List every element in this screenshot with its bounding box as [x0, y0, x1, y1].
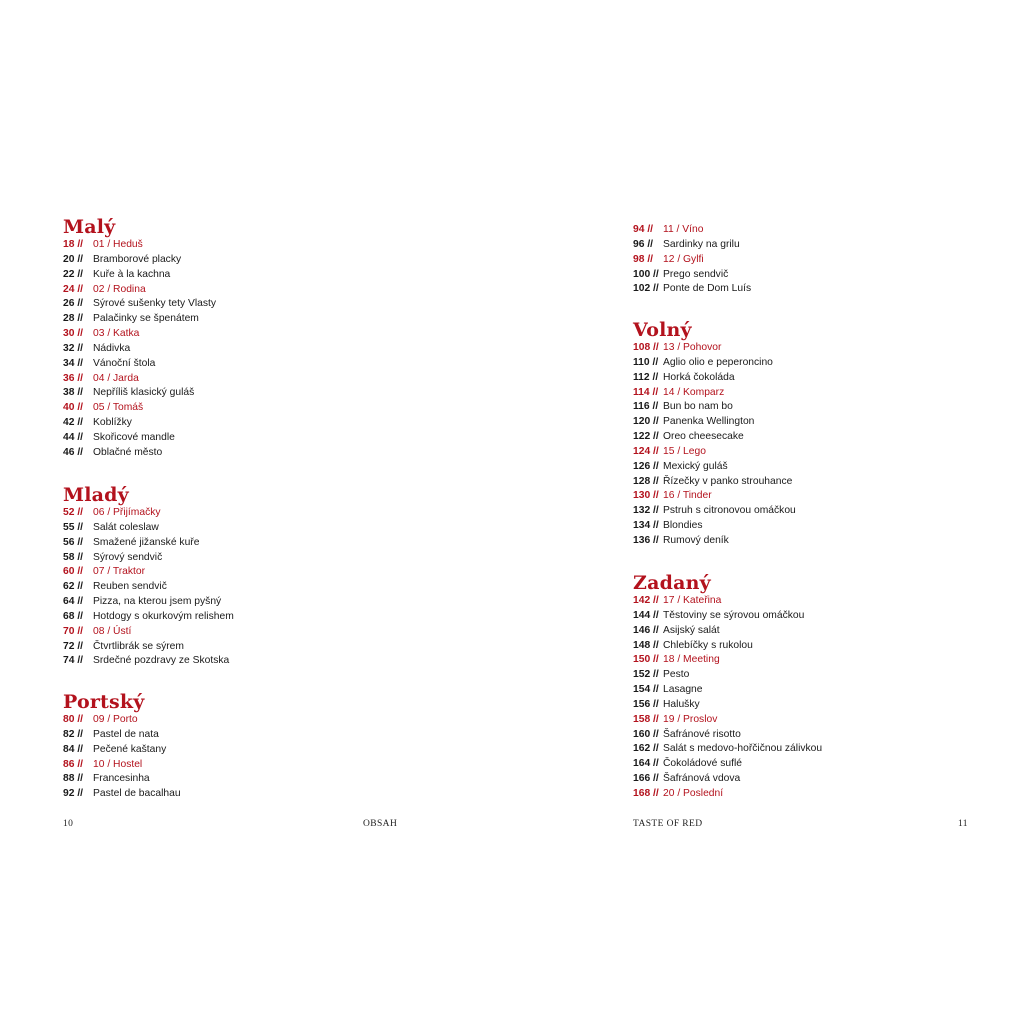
toc-entry-title: Reuben sendvič: [93, 581, 167, 593]
toc-recipe-entry: [633, 683, 711, 698]
toc-recipe-entry: [633, 356, 773, 371]
toc-entry-title: Čokoládové suflé: [663, 758, 742, 770]
toc-chapter-entry: [63, 713, 145, 728]
toc-recipe-entry: [633, 400, 733, 415]
toc-entry-title: Sýrový sendvič: [93, 551, 163, 563]
toc-entry-title: 09 / Porto: [93, 714, 138, 725]
toc-page-number: 128 //: [633, 475, 659, 487]
toc-page-number: 60 //: [63, 566, 84, 578]
toc-entry-title: Pstruh s citronovou omáčkou: [663, 505, 796, 517]
toc-entry-title: 06 / Přijímačky: [93, 507, 161, 518]
section-title: Zadaný: [633, 572, 711, 594]
toc-recipe-entry: [63, 728, 159, 743]
section-title: Volný: [633, 319, 692, 341]
toc-recipe-entry: [633, 639, 753, 654]
toc-entry-title: Skořicové mandle: [93, 431, 175, 443]
toc-page-number: 112 //: [633, 371, 659, 383]
toc-entry-title: 01 / Heduš: [93, 239, 143, 250]
toc-entry-title: Nádivka: [93, 342, 131, 354]
toc-recipe-entry: [63, 357, 156, 372]
section-mlady: [63, 484, 234, 669]
toc-entry-title: 20 / Poslední: [663, 787, 724, 799]
section-title: Malý: [63, 216, 116, 238]
toc-page-number: 52 //: [63, 507, 84, 518]
toc-page-number: 24 //: [63, 283, 84, 295]
toc-page-number: 20 //: [63, 253, 84, 265]
toc-entry-title: 04 / Jarda: [93, 372, 139, 384]
toc-page-number: 136 //: [633, 534, 659, 546]
toc-recipe-entry: [63, 312, 199, 327]
section-title: Mladý: [63, 484, 129, 506]
toc-entry-title: Pastel de bacalhau: [93, 788, 181, 800]
toc-entry-title: 18 / Meeting: [663, 654, 720, 666]
toc-list: [633, 594, 823, 802]
toc-page-number: 168 //: [633, 787, 659, 799]
toc-page-number: 126 //: [633, 460, 659, 472]
toc-entry-title: Šafránové risotto: [663, 728, 741, 740]
toc-entry-title: Panenka Wellington: [663, 416, 755, 428]
toc-page-number: 68 //: [63, 610, 84, 622]
section-maly: [63, 216, 217, 461]
toc-page-number: 132 //: [633, 505, 659, 517]
toc-recipe-entry: [63, 743, 167, 758]
toc-page-number: 36 //: [63, 372, 84, 384]
toc-page-number: 134 //: [633, 520, 659, 532]
toc-entry-title: 10 / Hostel: [93, 758, 143, 770]
running-head-left: OBSAH: [363, 819, 398, 829]
toc-recipe-entry: [63, 772, 150, 787]
toc-page-number: 28 //: [63, 313, 84, 325]
toc-entry-title: Oblačné město: [93, 446, 163, 458]
toc-recipe-entry: [633, 668, 711, 683]
toc-entry-title: Mexický guláš: [663, 460, 728, 472]
toc-recipe-entry: [63, 595, 222, 610]
toc-chapter-entry: [63, 506, 161, 521]
toc-recipe-entry: [633, 757, 742, 772]
toc-entry-title: Prego sendvič: [663, 268, 729, 280]
toc-chapter-entry: [633, 713, 718, 728]
toc-entry-title: 16 / Tinder: [663, 490, 712, 502]
toc-page-number: 40 //: [63, 402, 84, 414]
toc-page-number: 148 //: [633, 639, 659, 651]
toc-recipe-entry: [63, 386, 195, 401]
toc-recipe-entry: [63, 536, 200, 551]
toc-page-number: 108 //: [633, 342, 659, 353]
toc-entry-title: Salát coleslaw: [93, 521, 159, 533]
toc-chapter-entry: [633, 653, 720, 668]
toc-entry-title: Asijský salát: [663, 624, 720, 636]
toc-entry-title: Pastel de nata: [93, 728, 159, 740]
toc-page-number: 152 //: [633, 669, 659, 681]
toc-recipe-entry: [633, 534, 729, 549]
toc-page-number: 162 //: [633, 743, 659, 755]
toc-page-number: 158 //: [633, 713, 659, 725]
toc-page-number: 98 //: [633, 253, 654, 265]
toc-list: [633, 341, 796, 549]
toc-recipe-entry: [63, 654, 230, 669]
toc-page-number: 62 //: [63, 581, 84, 593]
toc-recipe-entry: [63, 640, 184, 655]
folio-left: 10: [63, 819, 74, 829]
toc-chapter-entry: [633, 341, 722, 356]
toc-entry-title: Pesto: [663, 669, 690, 681]
toc-recipe-entry: [633, 698, 711, 713]
toc-entry-title: Horká čokoláda: [663, 371, 735, 383]
toc-chapter-entry: [63, 401, 144, 416]
toc-chapter-entry: [63, 327, 140, 342]
right-page: [512, 0, 1024, 1024]
toc-page-number: 96 //: [633, 238, 654, 250]
toc-page-number: 70 //: [63, 625, 84, 637]
toc-recipe-entry: [633, 371, 735, 386]
toc-entry-title: Bun bo nam bo: [663, 401, 733, 413]
toc-chapter-entry: [63, 372, 139, 387]
toc-chapter-entry: [633, 386, 725, 401]
toc-chapter-entry: [633, 787, 724, 802]
toc-recipe-entry: [63, 416, 132, 431]
toc-page-number: 110 //: [633, 356, 659, 368]
toc-entry-title: 15 / Lego: [663, 445, 706, 457]
toc-entry-title: 13 / Pohovor: [663, 342, 722, 353]
section-portsky: [63, 691, 181, 802]
toc-entry-title: Nepříliš klasický guláš: [93, 387, 195, 399]
toc-recipe-entry: [63, 610, 234, 625]
toc-page-number: 44 //: [63, 431, 84, 443]
toc-recipe-entry: [633, 742, 823, 757]
toc-entry-title: 02 / Rodina: [93, 283, 146, 295]
toc-page-number: 166 //: [633, 773, 659, 785]
toc-list: [63, 713, 181, 802]
toc-recipe-entry: [633, 504, 796, 519]
toc-page-number: 164 //: [633, 758, 659, 770]
toc-chapter-entry: [63, 758, 145, 773]
toc-page-number: 116 //: [633, 401, 659, 413]
toc-page-number: 156 //: [633, 698, 659, 710]
toc-chapter-entry: [63, 283, 146, 298]
toc-entry-title: 08 / Ústí: [93, 625, 132, 637]
toc-entry-title: Blondies: [663, 520, 703, 532]
toc-entry-title: Pizza, na kterou jsem pyšný: [93, 596, 222, 608]
toc-entry-title: 05 / Tomáš: [93, 402, 144, 414]
toc-entry-title: Ponte de Dom Luís: [663, 283, 752, 295]
toc-page-number: 22 //: [63, 268, 84, 280]
toc-entry-title: Řízečky v panko strouhance: [663, 475, 793, 487]
toc-entry-title: Smažené jižanské kuře: [93, 536, 200, 548]
toc-page-number: 86 //: [63, 758, 84, 770]
toc-page-number: 102 //: [633, 283, 659, 295]
toc-list: [63, 506, 234, 669]
section-title: Portský: [63, 691, 145, 713]
toc-recipe-entry: [633, 430, 744, 445]
toc-recipe-entry: [63, 342, 131, 357]
toc-page-number: 58 //: [63, 551, 84, 563]
toc-recipe-entry: [633, 460, 728, 475]
toc-entry-title: Kuře à la kachna: [93, 268, 171, 280]
toc-entry-title: Palačinky se špenátem: [93, 313, 199, 325]
toc-recipe-entry: [633, 772, 741, 787]
toc-page-number: 74 //: [63, 655, 84, 667]
toc-page-number: 160 //: [633, 728, 659, 740]
toc-page-number: 30 //: [63, 328, 84, 340]
toc-page-number: 100 //: [633, 268, 659, 280]
folio-right: 11: [958, 819, 968, 829]
toc-entry-title: 12 / Gylfi: [663, 253, 704, 265]
toc-list: [63, 238, 217, 461]
toc-recipe-entry: [63, 253, 182, 268]
toc-entry-title: Sýrové sušenky tety Vlasty: [93, 298, 217, 310]
toc-entry-title: Pečené kaštany: [93, 743, 167, 755]
toc-page-number: 142 //: [633, 595, 659, 606]
toc-page-number: 80 //: [63, 714, 84, 725]
toc-entry-title: 11 / Víno: [663, 224, 704, 235]
toc-page-number: 55 //: [63, 521, 84, 533]
section-zadany: [633, 572, 823, 802]
toc-page-number: 114 //: [633, 386, 659, 398]
toc-recipe-entry: [63, 297, 217, 312]
toc-entry-title: 03 / Katka: [93, 328, 140, 340]
toc-entry-title: Oreo cheesecake: [663, 431, 744, 443]
toc-entry-title: 14 / Komparz: [663, 386, 725, 398]
toc-recipe-entry: [63, 551, 163, 566]
toc-entry-title: Hotdogy s okurkovým relishem: [93, 610, 234, 622]
toc-recipe-entry: [633, 609, 805, 624]
toc-entry-title: Francesinha: [93, 773, 150, 785]
toc-recipe-entry: [63, 580, 167, 595]
toc-entry-title: Čtvrtlibrák se sýrem: [93, 640, 184, 652]
toc-chapter-entry: [633, 489, 712, 504]
toc-recipe-entry: [63, 268, 171, 283]
running-head-right: TASTE OF RED: [633, 819, 703, 829]
toc-page-number: 122 //: [633, 431, 659, 443]
toc-recipe-entry: [63, 521, 159, 536]
section-volny: [633, 319, 796, 549]
toc-entry-title: Rumový deník: [663, 534, 729, 546]
toc-entry-title: 07 / Traktor: [93, 566, 146, 578]
toc-entry-title: Chlebíčky s rukolou: [663, 639, 753, 651]
toc-entry-title: Těstoviny se sýrovou omáčkou: [663, 609, 805, 621]
toc-chapter-entry: [63, 238, 143, 253]
toc-recipe-entry: [63, 446, 163, 461]
toc-entry-title: Salát s medovo-hořčičnou zálivkou: [663, 743, 823, 755]
toc-page-number: 144 //: [633, 609, 659, 621]
toc-page-number: 146 //: [633, 624, 659, 636]
toc-page-number: 120 //: [633, 416, 659, 428]
toc-entry-title: 17 / Kateřina: [663, 595, 722, 606]
toc-entry-title: Vánoční štola: [93, 357, 156, 369]
toc-recipe-entry: [633, 475, 793, 490]
toc-entry-title: Lasagne: [663, 684, 703, 696]
toc-entry-title: Bramborové placky: [93, 253, 182, 265]
toc-page-number: 150 //: [633, 654, 659, 666]
toc-chapter-entry: [63, 625, 132, 640]
toc-page-number: 124 //: [633, 445, 659, 457]
toc-page-number: 42 //: [63, 417, 84, 429]
toc-page-number: 94 //: [633, 224, 654, 235]
toc-entry-title: Koblížky: [93, 417, 132, 429]
toc-entry-title: Aglio olio e peperoncino: [663, 356, 773, 368]
toc-page-number: 84 //: [63, 743, 84, 755]
toc-chapter-entry: [63, 565, 146, 580]
toc-page-number: 56 //: [63, 536, 84, 548]
toc-chapter-entry: [633, 594, 722, 609]
toc-page-number: 32 //: [63, 342, 84, 354]
toc-page-number: 72 //: [63, 640, 84, 652]
toc-page-number: 26 //: [63, 298, 84, 310]
toc-chapter-entry: [633, 445, 706, 460]
toc-page-number: 46 //: [63, 446, 84, 458]
toc-page-number: 34 //: [63, 357, 84, 369]
toc-entry-title: Sardinky na grilu: [663, 238, 740, 250]
toc-page-number: 154 //: [633, 684, 659, 696]
toc-entry-title: Šafránová vdova: [663, 773, 741, 785]
toc-page-number: 64 //: [63, 596, 84, 608]
toc-entry-title: Halušky: [663, 698, 700, 710]
toc-recipe-entry: [63, 431, 175, 446]
toc-page-number: 18 //: [63, 239, 84, 250]
toc-entry-title: Srdečné pozdravy ze Skotska: [93, 655, 230, 667]
toc-page-number: 88 //: [63, 773, 84, 785]
toc-page-number: 92 //: [63, 788, 84, 800]
toc-recipe-entry: [633, 624, 720, 639]
toc-recipe-entry: [63, 787, 181, 802]
toc-recipe-entry: [633, 519, 703, 534]
toc-page-number: 38 //: [63, 387, 84, 399]
toc-page-number: 82 //: [63, 728, 84, 740]
toc-recipe-entry: [633, 728, 741, 743]
toc-page-number: 130 //: [633, 490, 659, 502]
toc-recipe-entry: [633, 415, 755, 430]
toc-entry-title: 19 / Proslov: [663, 713, 718, 725]
